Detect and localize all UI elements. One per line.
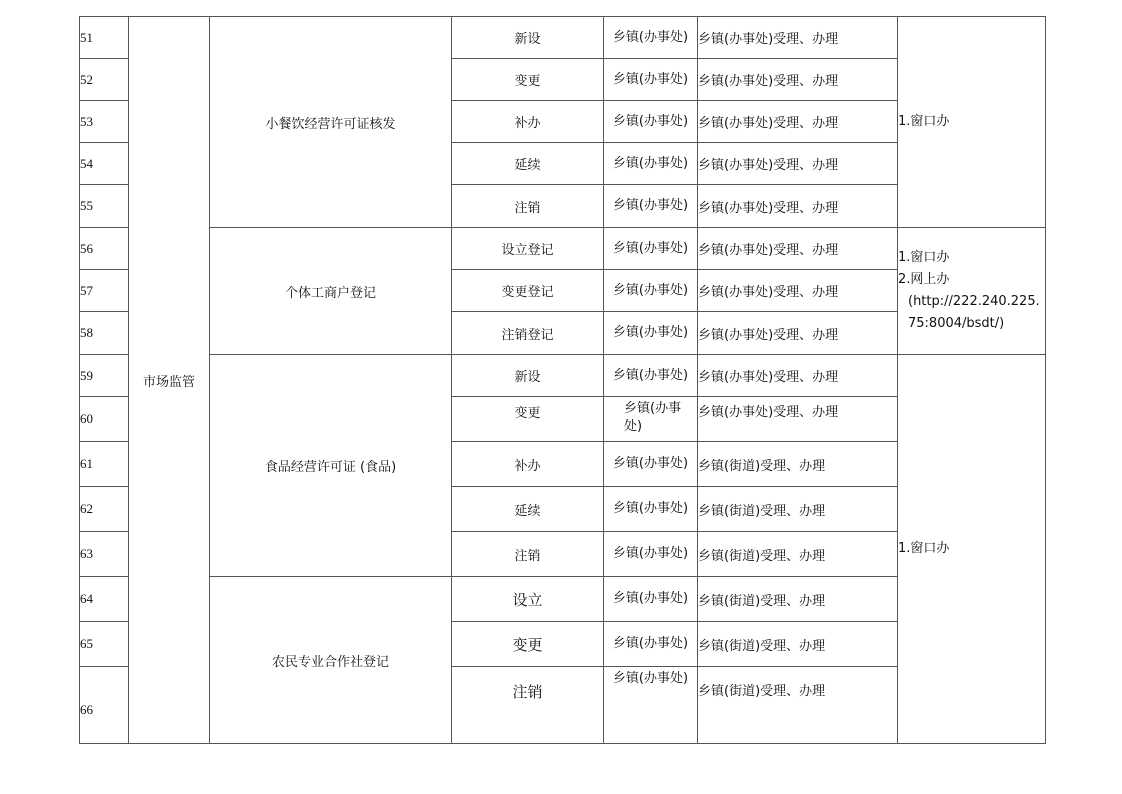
row-number: 62 [80, 487, 129, 532]
row-number: 60 [80, 397, 129, 442]
service-table [79, 16, 1046, 744]
handling-level: 乡镇(办事处) [604, 532, 698, 577]
handling-level: 乡镇(办事处) [604, 622, 698, 667]
handling-place: 乡镇(办事处)受理、办理 [698, 270, 898, 312]
sub-item: 新设 [452, 355, 604, 397]
sub-item: 变更 [452, 59, 604, 101]
sub-item: 新设 [452, 17, 604, 59]
category-cell: 市场监管 [129, 17, 210, 744]
sub-item: 变更 [452, 622, 604, 667]
row-number: 58 [80, 312, 129, 355]
channel-line: 1.窗口办 [898, 250, 950, 265]
handling-level: 乡镇(办事处) [604, 442, 698, 487]
row-number: 65 [80, 622, 129, 667]
handling-level: 乡镇(办事处) [604, 143, 698, 185]
sub-item: 变更 [452, 397, 604, 442]
handling-level: 乡镇(办事处) [604, 667, 698, 744]
row-number: 52 [80, 59, 129, 101]
table-row [80, 17, 1046, 59]
handling-place: 乡镇(办事处)受理、办理 [698, 143, 898, 185]
handling-place: 乡镇(街道)受理、办理 [698, 667, 898, 744]
handling-place: 乡镇(街道)受理、办理 [698, 622, 898, 667]
sub-item: 补办 [452, 101, 604, 143]
item-name: 食品经营许可证 (食品) [210, 355, 452, 577]
handling-place: 乡镇(办事处)受理、办理 [698, 17, 898, 59]
sub-item: 变更登记 [452, 270, 604, 312]
item-name: 农民专业合作社登记 [210, 577, 452, 744]
sub-item: 延续 [452, 143, 604, 185]
handling-place: 乡镇(街道)受理、办理 [698, 577, 898, 622]
sub-item: 注销登记 [452, 312, 604, 355]
sub-item: 注销 [452, 185, 604, 228]
handling-level: 乡镇(办事处) [604, 577, 698, 622]
sub-item: 设立登记 [452, 228, 604, 270]
row-number: 63 [80, 532, 129, 577]
handling-level: 乡镇(办事处) [604, 59, 698, 101]
table-row [80, 355, 1046, 397]
row-number: 51 [80, 17, 129, 59]
handling-level: 乡镇(办事处) [604, 17, 698, 59]
row-number: 57 [80, 270, 129, 312]
table-row [80, 228, 1046, 270]
row-number: 64 [80, 577, 129, 622]
handling-place: 乡镇(办事处)受理、办理 [698, 228, 898, 270]
row-number: 54 [80, 143, 129, 185]
handling-place: 乡镇(办事处)受理、办理 [698, 397, 898, 442]
handling-place: 乡镇(办事处)受理、办理 [698, 312, 898, 355]
service-channel: 1.窗口办 [898, 355, 1046, 744]
service-channel: 1.窗口办 [898, 17, 1046, 228]
handling-place: 乡镇(街道)受理、办理 [698, 442, 898, 487]
row-number: 59 [80, 355, 129, 397]
channel-line: 2.网上办 [898, 272, 950, 287]
online-service-url: (http://222.240.225.75:8004/bsdt/) [908, 294, 1040, 331]
handling-place: 乡镇(办事处)受理、办理 [698, 185, 898, 228]
handling-level: 乡镇(办事处) [604, 228, 698, 270]
handling-place: 乡镇(办事处)受理、办理 [698, 355, 898, 397]
handling-place: 乡镇(街道)受理、办理 [698, 532, 898, 577]
row-number: 56 [80, 228, 129, 270]
handling-level: 乡镇(办事处) [604, 397, 698, 442]
row-number: 61 [80, 442, 129, 487]
row-number: 53 [80, 101, 129, 143]
handling-level: 乡镇(办事处) [604, 487, 698, 532]
handling-place: 乡镇(办事处)受理、办理 [698, 59, 898, 101]
handling-level: 乡镇(办事处) [604, 270, 698, 312]
handling-level: 乡镇(办事处) [604, 312, 698, 355]
sub-item: 延续 [452, 487, 604, 532]
item-name: 小餐饮经营许可证核发 [210, 17, 452, 228]
handling-place: 乡镇(街道)受理、办理 [698, 487, 898, 532]
sub-item: 注销 [452, 667, 604, 744]
row-number: 55 [80, 185, 129, 228]
item-name: 个体工商户登记 [210, 228, 452, 355]
handling-level: 乡镇(办事处) [604, 355, 698, 397]
handling-level: 乡镇(办事处) [604, 101, 698, 143]
service-channel [898, 228, 1046, 355]
sub-item: 设立 [452, 577, 604, 622]
handling-place: 乡镇(办事处)受理、办理 [698, 101, 898, 143]
handling-level: 乡镇(办事处) [604, 185, 698, 228]
sub-item: 补办 [452, 442, 604, 487]
sub-item: 注销 [452, 532, 604, 577]
row-number: 66 [80, 667, 129, 744]
